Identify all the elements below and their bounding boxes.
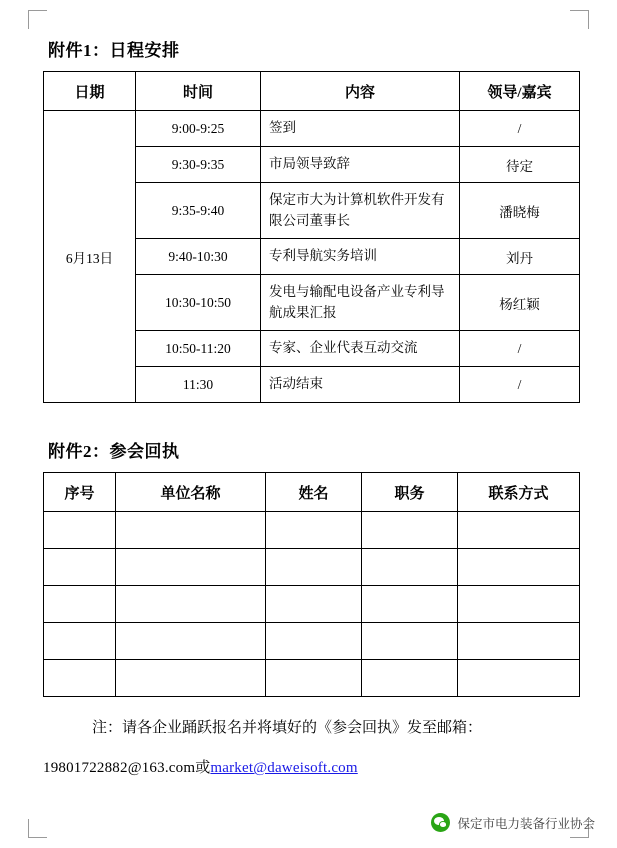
table-row <box>44 586 580 623</box>
crop-mark-top-left <box>28 10 47 29</box>
table-row <box>44 549 580 586</box>
schedule-guest: / <box>460 111 580 147</box>
cell <box>362 623 458 660</box>
receipt-empty-rows <box>44 512 580 697</box>
schedule-guest: / <box>460 331 580 367</box>
note-paragraph <box>34 715 583 741</box>
cell <box>362 512 458 549</box>
cell <box>266 623 362 660</box>
schedule-guest: / <box>460 367 580 403</box>
schedule-time: 9:30-9:35 <box>136 147 261 183</box>
table-row <box>44 111 580 147</box>
cell <box>44 512 116 549</box>
column-header-time: 时间 <box>136 72 261 111</box>
table-header-row <box>44 473 580 512</box>
cell <box>116 549 266 586</box>
schedule-guest: 刘丹 <box>460 239 580 275</box>
schedule-guest: 待定 <box>460 147 580 183</box>
schedule-guest: 杨红颖 <box>460 275 580 331</box>
note-email-primary: 19801722882@163.com或 <box>43 760 211 777</box>
schedule-guest: 潘晓梅 <box>460 183 580 239</box>
schedule-time: 10:50-11:20 <box>136 331 261 367</box>
cell <box>458 660 580 697</box>
cell <box>44 623 116 660</box>
cell <box>362 549 458 586</box>
receipt-table <box>43 472 580 697</box>
cell <box>116 623 266 660</box>
schedule-content: 保定市大为计算机软件开发有限公司董事长 <box>261 183 460 239</box>
cell <box>458 549 580 586</box>
schedule-content: 专利导航实务培训 <box>261 239 460 275</box>
cell <box>458 512 580 549</box>
cell <box>266 512 362 549</box>
schedule-time: 10:30-10:50 <box>136 275 261 331</box>
schedule-section-title: 附件1：日程安排 <box>48 41 180 60</box>
column-header-contact: 联系方式 <box>458 473 580 512</box>
column-header-content: 内容 <box>261 72 460 111</box>
schedule-content: 活动结束 <box>261 367 460 403</box>
table-row <box>44 660 580 697</box>
schedule-content: 专家、企业代表互动交流 <box>261 331 460 367</box>
schedule-time: 9:40-10:30 <box>136 239 261 275</box>
schedule-content: 签到 <box>261 111 460 147</box>
column-header-duty: 职务 <box>362 473 458 512</box>
crop-mark-top-right <box>570 10 589 29</box>
table-row <box>44 512 580 549</box>
cell <box>362 586 458 623</box>
schedule-time: 11:30 <box>136 367 261 403</box>
note-line2 <box>43 756 583 777</box>
receipt-section-title: 附件2：参会回执 <box>48 442 180 461</box>
column-header-unit: 单位名称 <box>116 473 266 512</box>
cell <box>266 549 362 586</box>
cell <box>458 586 580 623</box>
column-header-no: 序号 <box>44 473 116 512</box>
crop-mark-bottom-left <box>28 819 47 838</box>
wechat-icon <box>431 813 450 832</box>
schedule-content: 发电与输配电设备产业专利导航成果汇报 <box>261 275 460 331</box>
cell <box>266 660 362 697</box>
email-link[interactable]: market@daweisoft.com <box>210 760 358 777</box>
table-row <box>44 623 580 660</box>
schedule-time: 9:00-9:25 <box>136 111 261 147</box>
note-line1: 注：请各企业踊跃报名并将填好的《参会回执》发至邮箱： <box>92 720 483 736</box>
table-header-row <box>44 72 580 111</box>
column-header-date: 日期 <box>44 72 136 111</box>
schedule-content: 市局领导致辞 <box>261 147 460 183</box>
cell <box>116 586 266 623</box>
column-header-guest: 领导/嘉宾 <box>460 72 580 111</box>
schedule-date-cell: 6月13日 <box>44 111 136 403</box>
cell <box>44 549 116 586</box>
cell <box>458 623 580 660</box>
cell <box>116 512 266 549</box>
footer-brand-label: 保定市电力装备行业协会 <box>457 816 595 831</box>
schedule-time: 9:35-9:40 <box>136 183 261 239</box>
column-header-name: 姓名 <box>266 473 362 512</box>
cell <box>116 660 266 697</box>
cell <box>362 660 458 697</box>
cell <box>44 586 116 623</box>
schedule-table <box>43 71 580 403</box>
footer-brand <box>431 813 595 832</box>
cell <box>44 660 116 697</box>
cell <box>266 586 362 623</box>
